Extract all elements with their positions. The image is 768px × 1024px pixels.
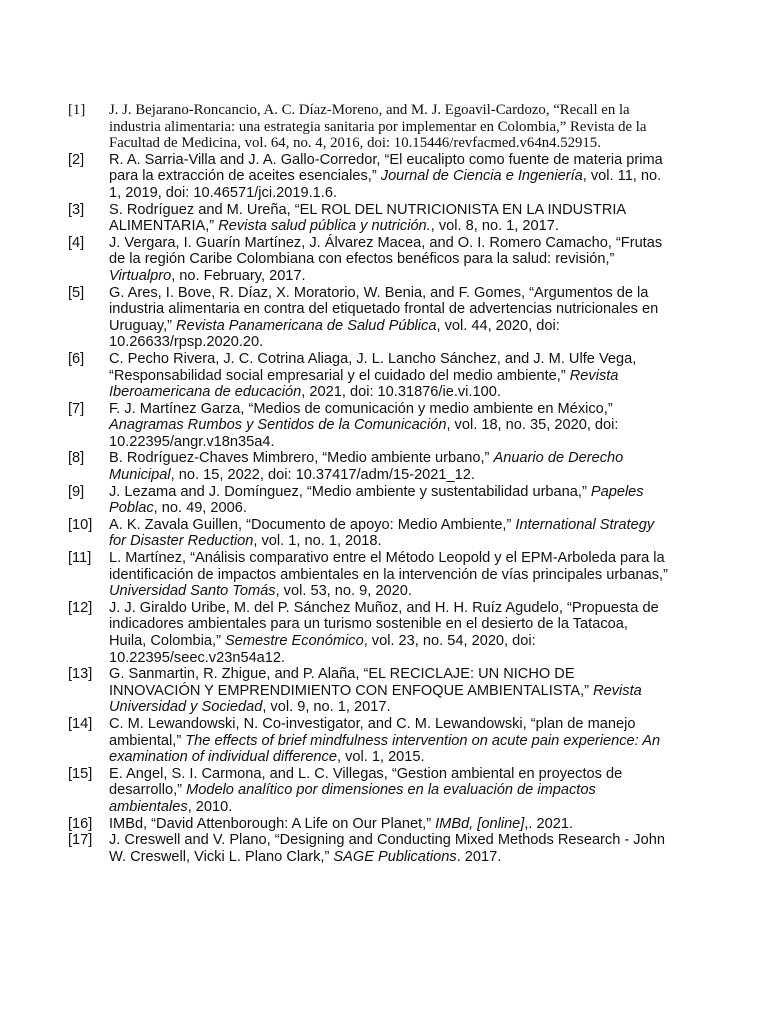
reference-text-segment: , 2010. [187,798,233,815]
reference-number: [1] [68,102,86,118]
reference-text [109,517,668,550]
reference-source-title: Revista Universidad y Sociedad [109,682,642,716]
reference-number: [4] [68,234,85,251]
reference-text-segment: R. A. Sarria-Villa and J. A. Gallo-Corredor, “El eucalipto como fuente de materia prima para la extracción de aceites esenciales,” [109,151,663,185]
reference-text [109,766,668,816]
reference-text-segment: , no. February, 2017. [171,267,306,284]
reference-source-title: Modelo analítico por dimensiones en la evaluación de impactos ambientales [109,782,596,815]
reference-entry [68,666,668,716]
reference-text-segment: S. Rodríguez and M. Ureña, “EL ROL DEL NUTRICIONISTA EN LA INDUSTRIA ALIMENTARIA,” [109,201,626,235]
reference-text-segment: J. J. Bejarano-Roncancio, A. C. Díaz-Moreno, and M. J. Egoavil-Cardozo, “Recall en la industria alimentaria: una estrategia sanitaria por implementar en Colombia,” Revista de la Facultad de Medicina, vol. 64, no. 4, 2016, doi: 10.15446/revfacmed.v64n4.52915. [109,102,647,152]
reference-number: [13] [68,666,93,683]
reference-entry [68,152,668,202]
reference-number: [10] [68,516,93,533]
reference-text [109,450,668,483]
reference-text-segment: C. M. Lewandowski, N. Co-investigator, and C. M. Lewandowski, “plan de manejo ambiental,” [109,715,636,749]
reference-list [68,102,668,865]
reference-entry [68,600,668,666]
reference-entry [68,450,668,483]
reference-text-segment: A. K. Zavala Guillen, “Documento de apoyo: Medio Ambiente,” [109,516,516,533]
reference-source-title: Revista Panamericana de Salud Pública [176,317,437,334]
reference-text [109,666,668,716]
reference-text-segment: G. Ares, I. Bove, R. Díaz, X. Moratorio, W. Benia, and F. Gomes, “Argumentos de la industria alimentaria en contra del etiquetado frontal de advertencias nutricionales en Uruguay,” [109,284,659,334]
reference-entry [68,716,668,766]
reference-entry [68,401,668,451]
reference-text [109,102,668,152]
reference-text [109,235,668,285]
reference-entry [68,766,668,816]
reference-source-title: Papeles Poblac [109,483,644,517]
reference-text-segment: , vol. 23, no. 54, 2020, doi: 10.22395/seec.v23n54a12. [109,633,536,666]
reference-text-segment: , vol. 9, no. 1, 2017. [262,699,391,716]
reference-text-segment: , no. 49, 2006. [153,500,247,517]
reference-text [109,401,668,451]
reference-number: [2] [68,151,85,168]
reference-source-title: Anuario de Derecho Municipal [109,450,624,484]
reference-source-title: Revista Iberoamericana de educación [109,367,619,401]
reference-text [109,152,668,202]
reference-number: [8] [68,450,85,467]
reference-text-segment: , vol. 8, no. 1, 2017. [430,218,559,235]
reference-source-title: Universidad Santo Tomás [109,583,276,600]
reference-text-segment: , vol. 1, 2015. [336,749,425,766]
reference-text-segment: J. J. Giraldo Uribe, M. del P. Sánchez Muñoz, and H. H. Ruíz Agudelo, “Propuesta de indicadores ambientales para un turismo sostenible en el desierto de la Tatacoa, Huila, Colombia,” [109,599,659,649]
reference-entry [68,484,668,517]
reference-entry [68,285,668,351]
reference-source-title: SAGE Publications [333,848,457,865]
reference-source-title: Semestre Económico [224,633,364,649]
reference-text-segment: IMBd, “David Attenborough: A Life on Our Planet,” [109,815,436,832]
reference-number: [7] [68,400,85,417]
reference-entry [68,235,668,285]
reference-text-segment: J. Creswell and V. Plano, “Designing and Conducting Mixed Methods Research - John W. Creswell, Vicki L. Plano Clark,” [109,832,665,865]
reference-text-segment: , vol. 18, no. 35, 2020, doi: 10.22395/angr.v18n35a4. [109,417,619,450]
reference-text-segment: J. Lezama and J. Domínguez, “Medio ambiente y sustentabilidad urbana,” [109,483,591,500]
reference-source-title: International Strategy for Disaster Reduction [109,516,655,550]
reference-text-segment: ,. 2021. [524,815,574,832]
reference-text-segment: F. J. Martínez Garza, “Medios de comunicación y medio ambiente en México,” [109,400,613,417]
reference-text [109,285,668,351]
reference-text-segment: , no. 15, 2022, doi: 10.37417/adm/15-2021_12. [170,467,475,484]
reference-source-title: Anagramas Rumbos y Sentidos de la Comunicación [109,417,447,434]
reference-text-segment: B. Rodríguez-Chaves Mimbrero, “Medio ambiente urbano,” [109,450,494,467]
reference-text-segment: E. Angel, S. I. Carmona, and L. C. Villegas, “Gestion ambiental en proyectos de desarrollo,” [109,765,623,799]
reference-text-segment: C. Pecho Rivera, J. C. Cotrina Aliaga, J. L. Lancho Sánchez, and J. M. Ulfe Vega, “Responsabilidad social empresarial y el cuidado del medio ambiente,” [109,350,637,384]
reference-entry [68,351,668,401]
reference-text-segment: , vol. 1, no. 1, 2018. [253,533,382,550]
reference-text [109,832,668,865]
reference-text-segment: L. Martínez, “Análisis comparativo entre el Método Leopold y el EPM-Arboleda para la identificación de impactos ambientales en la intervención de vías principales urbanas,” [109,550,668,583]
reference-number: [6] [68,350,85,367]
reference-number: [15] [68,765,93,782]
reference-text-segment: , vol. 44, 2020, doi: 10.26633/rpsp.2020.20. [109,317,560,351]
reference-entry [68,816,668,833]
reference-number: [3] [68,201,85,218]
reference-source-title: IMBd, [online] [435,815,525,832]
reference-text-segment: J. Vergara, I. Guarín Martínez, J. Álvarez Macea, and O. I. Romero Camacho, “Frutas de la región Caribe Colombiana con efectos benéficos para la salud: revisión,” [109,234,663,268]
reference-text-segment: , 2021, doi: 10.31876/ie.vi.100. [301,384,501,401]
reference-text [109,600,668,666]
reference-text [109,550,668,600]
reference-text [109,484,668,517]
reference-text [109,716,668,766]
reference-text [109,816,668,833]
reference-number: [14] [68,715,93,732]
reference-number: [9] [68,483,85,500]
reference-number: [5] [68,284,85,301]
reference-entry [68,202,668,235]
reference-text-segment: , vol. 11, no. 1, 2019, doi: 10.46571/jci.2019.1.6. [109,168,662,201]
reference-number: [17] [68,832,93,849]
reference-number: [12] [68,599,93,616]
reference-text [109,351,668,401]
reference-text-segment: G. Sanmartin, R. Zhigue, and P. Alaña, “EL RECICLAJE: UN NICHO DE INNOVACIÓN Y EMPRENDIMIENTO CON ENFOQUE AMBIENTALISTA,” [109,666,594,699]
reference-text-segment: . 2017. [456,848,502,865]
reference-entry [68,517,668,550]
reference-entry [68,102,668,152]
reference-text-segment: , vol. 53, no. 9, 2020. [275,583,412,600]
reference-number: [11] [68,550,92,567]
reference-entry [68,832,668,865]
reference-source-title: Revista salud pública y nutrición. [218,218,431,235]
reference-number: [16] [68,815,93,832]
reference-text [109,202,668,235]
reference-entry [68,550,668,600]
reference-source-title: Journal de Ciencia e Ingeniería [380,168,583,185]
reference-source-title: Virtualpro [109,267,172,284]
reference-source-title: The effects of brief mindfulness intervention on acute pain experience: An examination of individual difference [109,732,661,766]
